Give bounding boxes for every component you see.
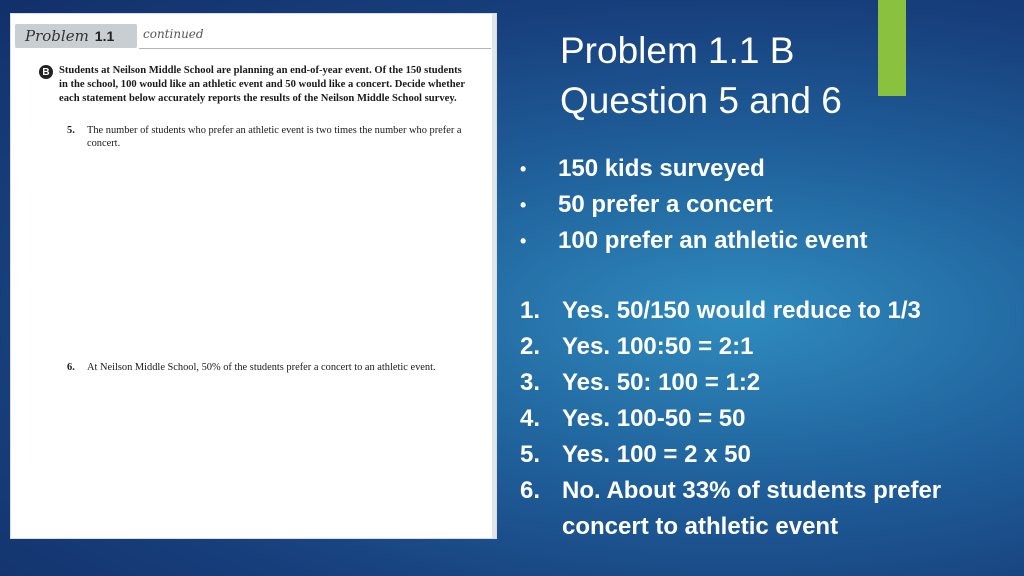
answer-list — [520, 293, 1020, 545]
answer-item — [520, 365, 1020, 401]
problem-tab — [15, 24, 137, 48]
answer-item — [520, 473, 1020, 545]
answer-text: Yes. 100 = 2 x 50 — [562, 441, 751, 468]
part-b-prompt — [39, 64, 469, 106]
question-5 — [67, 124, 477, 150]
answer-text: Yes. 100:50 = 2:1 — [562, 333, 754, 360]
answer-number: 4. — [520, 405, 541, 432]
worksheet-image — [11, 14, 496, 538]
part-b-badge: B — [39, 65, 53, 79]
bullet-item — [520, 223, 1020, 259]
answer-number: 2. — [520, 333, 541, 360]
bullet-text: 100 prefer an athletic event — [558, 227, 868, 254]
bullet-item — [520, 151, 1020, 187]
answer-number: 5. — [520, 441, 541, 468]
answer-text: Yes. 100-50 = 50 — [562, 405, 746, 432]
bullet-text: 150 kids surveyed — [558, 155, 765, 182]
slide-title-line-2: Question 5 and 6 — [560, 80, 842, 121]
answer-number: 6. — [520, 477, 541, 504]
slide-title-line-1: Problem 1.1 B — [560, 30, 795, 71]
bullet-item — [520, 187, 1020, 223]
answer-text: Yes. 50/150 would reduce to 1/3 — [562, 297, 921, 324]
bullet-dot-icon: • — [520, 159, 527, 179]
answer-item — [520, 401, 1020, 437]
answer-item — [520, 329, 1020, 365]
continued-label: continued — [143, 27, 204, 41]
slide-title — [560, 26, 1010, 126]
summary-bullets — [520, 151, 1020, 259]
bullet-text: 50 prefer a concert — [558, 191, 773, 218]
answer-item — [520, 437, 1020, 473]
question-text: At Neilson Middle School, 50% of the students prefer a concert to an athletic event. — [87, 362, 436, 373]
answer-text: No. About 33% of students prefer concert to athletic event — [562, 477, 942, 540]
bullet-dot-icon: • — [520, 231, 527, 251]
header-rule — [139, 48, 491, 49]
question-text: The number of students who prefer an athletic event is two times the number who prefer a concert. — [87, 125, 462, 149]
answer-number: 3. — [520, 369, 541, 396]
answer-text: Yes. 50: 100 = 1:2 — [562, 369, 761, 396]
answer-item — [520, 293, 1020, 329]
question-number: 6. — [67, 362, 75, 373]
question-6 — [67, 361, 477, 374]
worksheet-page-edge — [492, 14, 496, 538]
question-number: 5. — [67, 125, 75, 136]
worksheet-header — [15, 24, 491, 56]
problem-tab-word: Problem — [25, 27, 89, 45]
answer-number: 1. — [520, 297, 541, 324]
problem-tab-number: 1.1 — [94, 28, 115, 44]
part-b-text: Students at Neilson Middle School are planning an end-of-year event. Of the 150 students in the school, 100 would like an athletic event and 50 would like a concert. Decide whether each statement below accurately reports the results of the Neilson Middle School survey. — [59, 65, 465, 104]
bullet-dot-icon: • — [520, 195, 527, 215]
